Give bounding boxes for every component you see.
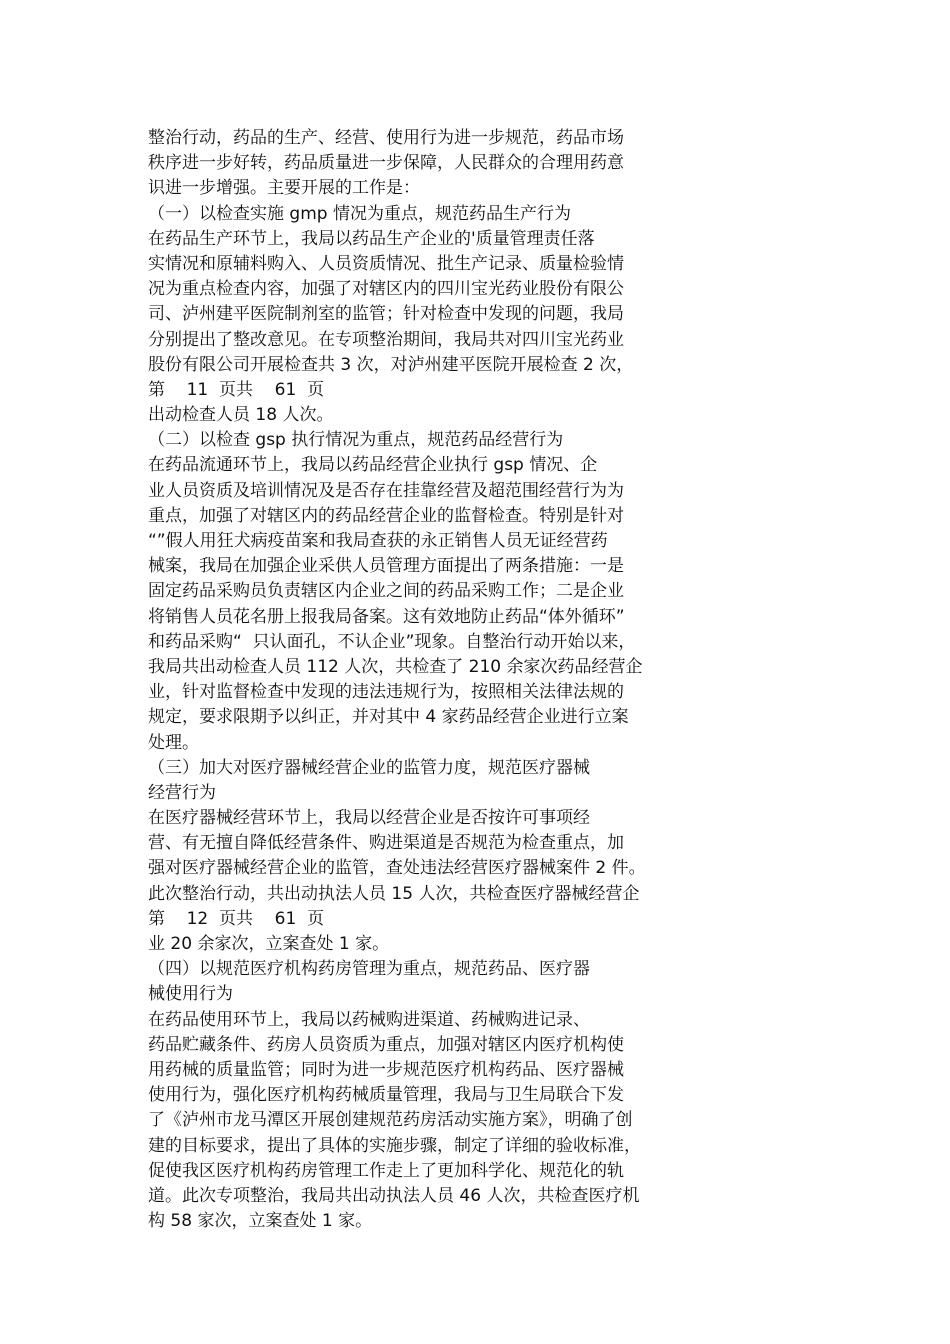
text-line: 业，针对监督检查中发现的违法违规行为，按照相关法律法规的: [148, 682, 624, 703]
text-line: 况为重点检查内容，加强了对辖区内的四川宝光药业股份有限公: [148, 279, 624, 300]
text-line: 在医疗器械经营环节上，我局以经营企业是否按许可事项经: [148, 808, 590, 829]
text-line: 股份有限公司开展检查共 3 次，对泸州建平医院开展检查 2 次，: [148, 354, 634, 375]
text-line: 整治行动，药品的生产、经营、使用行为进一步规范，药品市场: [148, 128, 624, 148]
text-line: 实情况和原辅料购入、人员资质情况、批生产记录、质量检验情: [148, 253, 624, 274]
text-line: （三）加大对医疗器械经营企业的监管力度，规范医疗器械: [148, 757, 590, 778]
text-line: 重点，加强了对辖区内的药品经营企业的监督检查。特别是针对: [148, 505, 624, 526]
text-line: 建的目标要求，提出了具体的实施步骤，制定了详细的验收标准，: [148, 1135, 641, 1156]
text-line: “”假人用狂犬病疫苗案和我局查获的永正销售人员无证经营药: [148, 531, 608, 551]
text-line: 分别提出了整改意见。在专项整治期间，我局共对四川宝光药业: [148, 329, 624, 350]
text-line: 业 20 余家次，立案查处 1 家。: [148, 934, 390, 954]
text-line: 出动检查人员 18 人次。: [148, 405, 334, 426]
text-line: 处理。: [148, 732, 199, 753]
document-body: [148, 126, 708, 1234]
text-line: （一）以检查实施 gmp 情况为重点，规范药品生产行为: [148, 203, 571, 224]
text-line: 业人员资质及培训情况及是否存在挂靠经营及超范围经营行为为: [148, 480, 624, 501]
text-line: 了《泸州市龙马潭区开展创建规范药房活动实施方案》，明确了创: [148, 1110, 633, 1131]
text-line: 在药品流通环节上，我局以药品经营企业执行 gsp 情况、企: [148, 455, 598, 476]
text-line: 固定药品采购员负责辖区内企业之间的药品采购工作；二是企业: [148, 581, 624, 602]
text-line: 秩序进一步好转，药品质量进一步保障，人民群众的合理用药意: [148, 153, 624, 174]
text-line: 和药品采购“ 只认面孔，不认企业”现象。自整治行动开始以来，: [148, 631, 636, 652]
text-line: 此次整治行动，共出动执法人员 15 人次，共检查医疗器械经营企: [148, 883, 640, 904]
text-line: 将销售人员花名册上报我局备案。这有效地防止药品“体外循环”: [148, 606, 625, 627]
text-line: 我局共出动检查人员 112 人次，共检查了 210 余家次药品经营企: [148, 656, 643, 677]
text-line: （四）以规范医疗机构药房管理为重点，规范药品、医疗器: [148, 959, 590, 980]
text-line: （二）以检查 gsp 执行情况为重点，规范药品经营行为: [148, 430, 564, 451]
text-line: 促使我区医疗机构药房管理工作走上了更加科学化、规范化的轨: [148, 1160, 624, 1181]
text-line: 规定，要求限期予以纠正，并对其中 4 家药品经营企业进行立案: [148, 707, 629, 728]
text-line: 司、泸州建平医院制剂室的监管；针对检查中发现的问题，我局: [148, 304, 624, 325]
text-line: 用药械的质量监管；同时为进一步规范医疗机构药品、医疗器械: [148, 1059, 624, 1080]
text-line: 道。此次专项整治，我局共出动执法人员 46 人次，共检查医疗机: [148, 1185, 640, 1206]
text-line: 药品贮藏条件、药房人员资质为重点，加强对辖区内医疗机构使: [148, 1034, 624, 1055]
text-line: 营、有无擅自降低经营条件、购进渠道是否规范为检查重点，加: [148, 833, 624, 854]
text-line: 识进一步增强。主要开展的工作是：: [148, 178, 420, 199]
text-line: 在药品使用环节上，我局以药械购进渠道、药械购进记录、: [148, 1009, 590, 1030]
text-line: 强对医疗器械经营企业的监管，查处违法经营医疗器械案件 2 件。: [148, 858, 646, 879]
text-line: 械案，我局在加强企业采供人员管理方面提出了两条措施：一是: [148, 556, 624, 577]
text-line: 构 58 家次，立案查处 1 家。: [148, 1211, 373, 1232]
text-line: 使用行为，强化医疗机构药械质量管理，我局与卫生局联合下发: [148, 1085, 624, 1106]
text-line: 械使用行为: [148, 984, 233, 1005]
page-number-line: 第 12 页共 61 页: [148, 908, 325, 929]
page-number-line: 第 11 页共 61 页: [148, 379, 325, 400]
text-line: 经营行为: [148, 782, 216, 803]
text-line: 在药品生产环节上，我局以药品生产企业的'质量管理责任落: [148, 228, 595, 249]
